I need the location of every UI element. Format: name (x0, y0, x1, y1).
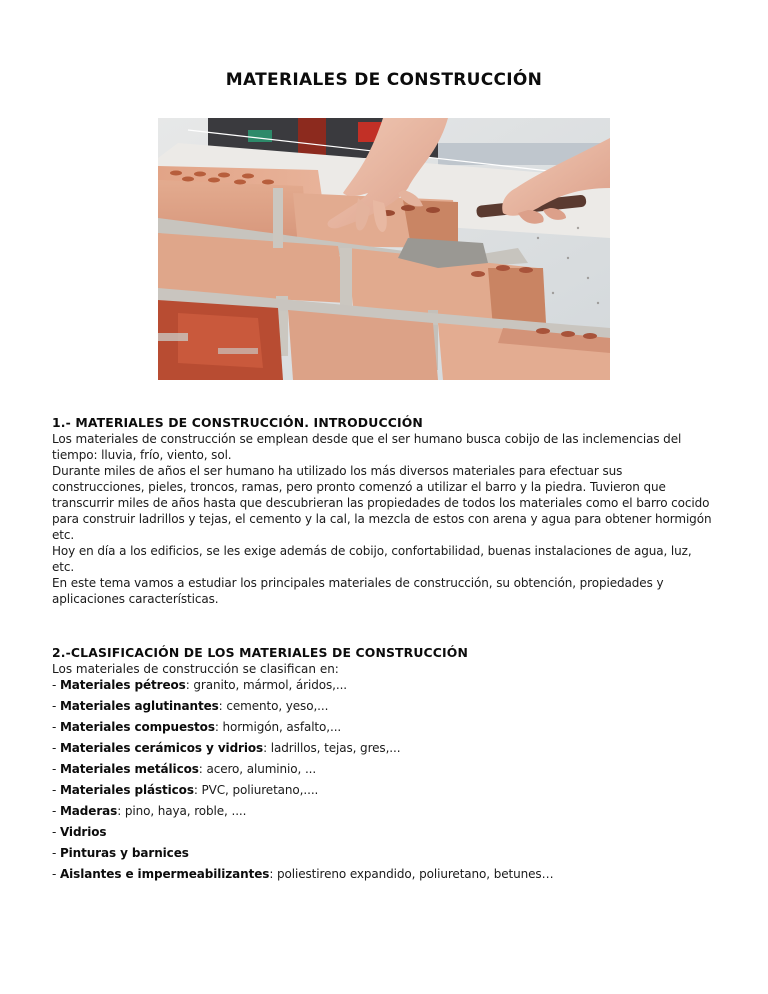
list-bullet: - (52, 867, 60, 881)
list-examples: : granito, mármol, áridos,... (185, 678, 348, 692)
section-heading: 2.-CLASIFICACIÓN DE LOS MATERIALES DE CONSTRUCCIÓN (52, 645, 468, 660)
section-introduction (52, 415, 712, 607)
list-term: Materiales metálicos (59, 762, 199, 776)
list-item (52, 866, 712, 887)
list-item (52, 719, 712, 740)
list-bullet: - (52, 678, 60, 692)
list-term: Materiales pétreos (59, 678, 186, 692)
list-item (52, 845, 712, 866)
list-item (52, 698, 712, 719)
list-examples: : poliestireno expandido, poliuretano, betunes… (269, 867, 554, 881)
section-classification (52, 645, 712, 887)
list-term: Pinturas y barnices (59, 846, 189, 860)
list-bullet: - (52, 762, 60, 776)
list-examples: : hormigón, asfalto,... (214, 720, 342, 734)
list-item (52, 677, 712, 693)
list-item (52, 761, 712, 782)
list-term: Materiales aglutinantes (59, 699, 219, 713)
list-examples: : PVC, poliuretano,.... (193, 783, 319, 797)
list-item (52, 740, 712, 761)
section-heading: 1.- MATERIALES DE CONSTRUCCIÓN. INTRODUCCIÓN (52, 415, 423, 430)
list-bullet: - (52, 825, 60, 839)
paragraph: Hoy en día a los edificios, se les exige además de cobijo, confortabilidad, buenas instalaciones de agua, luz, etc. (52, 544, 692, 574)
paragraph: Durante miles de años el ser humano ha utilizado los más diversos materiales para efectuar sus construcciones, pieles, troncos, ramas, pero pronto comenzó a utilizar el barro y la piedra. Tuvieron que transcurrir miles de años hasta que descubrieran las propiedades de todos los materiales como el barro cocido para construir ladrillos y tejas, el cemento y la cal, la mezcla de estos con arena y agua para obtener hormigón etc. (52, 464, 712, 542)
paragraph: Los materiales de construcción se emplean desde que el ser humano busca cobijo de las inclemencias del tiempo: lluvia, frío, viento, sol. (52, 432, 682, 462)
list-term: Maderas (59, 804, 118, 818)
list-term: Materiales plásticos (59, 783, 194, 797)
list-item (52, 803, 712, 824)
list-bullet: - (52, 720, 60, 734)
list-term: Aislantes e impermeabilizantes (59, 867, 270, 881)
bricklaying-photo (158, 118, 610, 380)
list-examples: : acero, aluminio, ... (198, 762, 317, 776)
classification-list (52, 677, 712, 887)
list-item (52, 824, 712, 845)
list-item (52, 782, 712, 803)
list-term: Vidrios (59, 825, 107, 839)
page-title: MATERIALES DE CONSTRUCCIÓN (225, 70, 543, 90)
list-bullet: - (52, 804, 60, 818)
paragraph: En este tema vamos a estudiar los principales materiales de construcción, su obtención, propiedades y aplicaciones características. (52, 576, 664, 606)
intro-text: Los materiales de construcción se clasifican en: (52, 662, 339, 676)
list-bullet: - (52, 741, 60, 755)
list-examples: : cemento, yeso,... (218, 699, 329, 713)
list-bullet: - (52, 783, 60, 797)
list-bullet: - (52, 699, 60, 713)
list-examples: : pino, haya, roble, .... (117, 804, 247, 818)
list-bullet: - (52, 846, 60, 860)
list-term: Materiales compuestos (59, 720, 215, 734)
list-term: Materiales cerámicos y vidrios (59, 741, 264, 755)
list-examples: : ladrillos, tejas, gres,... (263, 741, 401, 755)
